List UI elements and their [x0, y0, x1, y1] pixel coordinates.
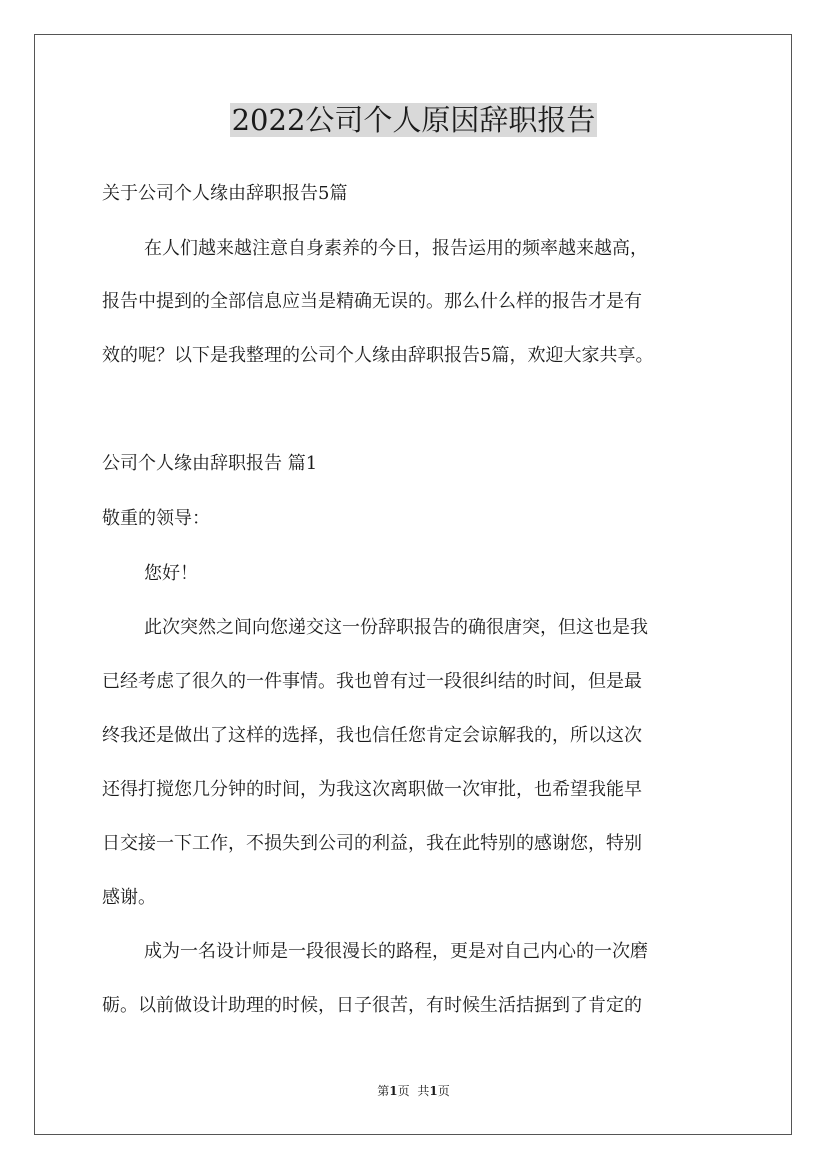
document-title: [0, 98, 827, 142]
body-line-1: 此次突然之间向您递交这一份辞职报告的确很唐突，但这也是我: [144, 617, 648, 638]
page-number: 1: [389, 1084, 398, 1098]
body-line-8: 砺。以前做设计助理的时候，日子很苦，有时候生活拮据到了肯定的: [102, 995, 642, 1016]
subtitle-line: 关于公司个人缘由辞职报告5篇: [102, 183, 348, 204]
document-title-text: 2022公司个人原因辞职报告: [231, 103, 596, 137]
body-line-6: 感谢。: [102, 887, 156, 908]
body-line-3: 终我还是做出了这样的选择，我也信任您肯定会谅解我的，所以这次: [102, 725, 642, 746]
intro-line-2: 报告中提到的全部信息应当是精确无误的。那么什么样的报告才是有: [102, 291, 642, 312]
body-line-2: 已经考虑了很久的一件事情。我也曾有过一段很纠结的时间，但是最: [102, 671, 642, 692]
page-footer: [0, 1083, 827, 1099]
total-label-suffix: 页: [437, 1084, 450, 1098]
salutation: 敬重的领导：: [102, 508, 210, 529]
body-line-7: 成为一名设计师是一段很漫长的路程，更是对自己内心的一次磨: [144, 941, 648, 962]
greeting: 您好！: [144, 563, 198, 584]
body-line-4: 还得打搅您几分钟的时间，为我这次离职做一次审批，也希望我能早: [102, 779, 642, 800]
intro-line-1: 在人们越来越注意自身素养的今日，报告运用的频率越来越高，: [144, 238, 648, 259]
page-label-suffix: 页: [397, 1084, 410, 1098]
intro-line-3: 效的呢？以下是我整理的公司个人缘由辞职报告5篇，欢迎大家共享。: [102, 345, 654, 366]
section-heading: 公司个人缘由辞职报告 篇1: [102, 453, 318, 474]
body-line-5: 日交接一下工作，不损失到公司的利益，我在此特别的感谢您，特别: [102, 833, 642, 854]
page-label-prefix: 第: [377, 1084, 390, 1098]
total-pages: 1: [429, 1084, 438, 1098]
total-label-prefix: 共: [417, 1084, 430, 1098]
